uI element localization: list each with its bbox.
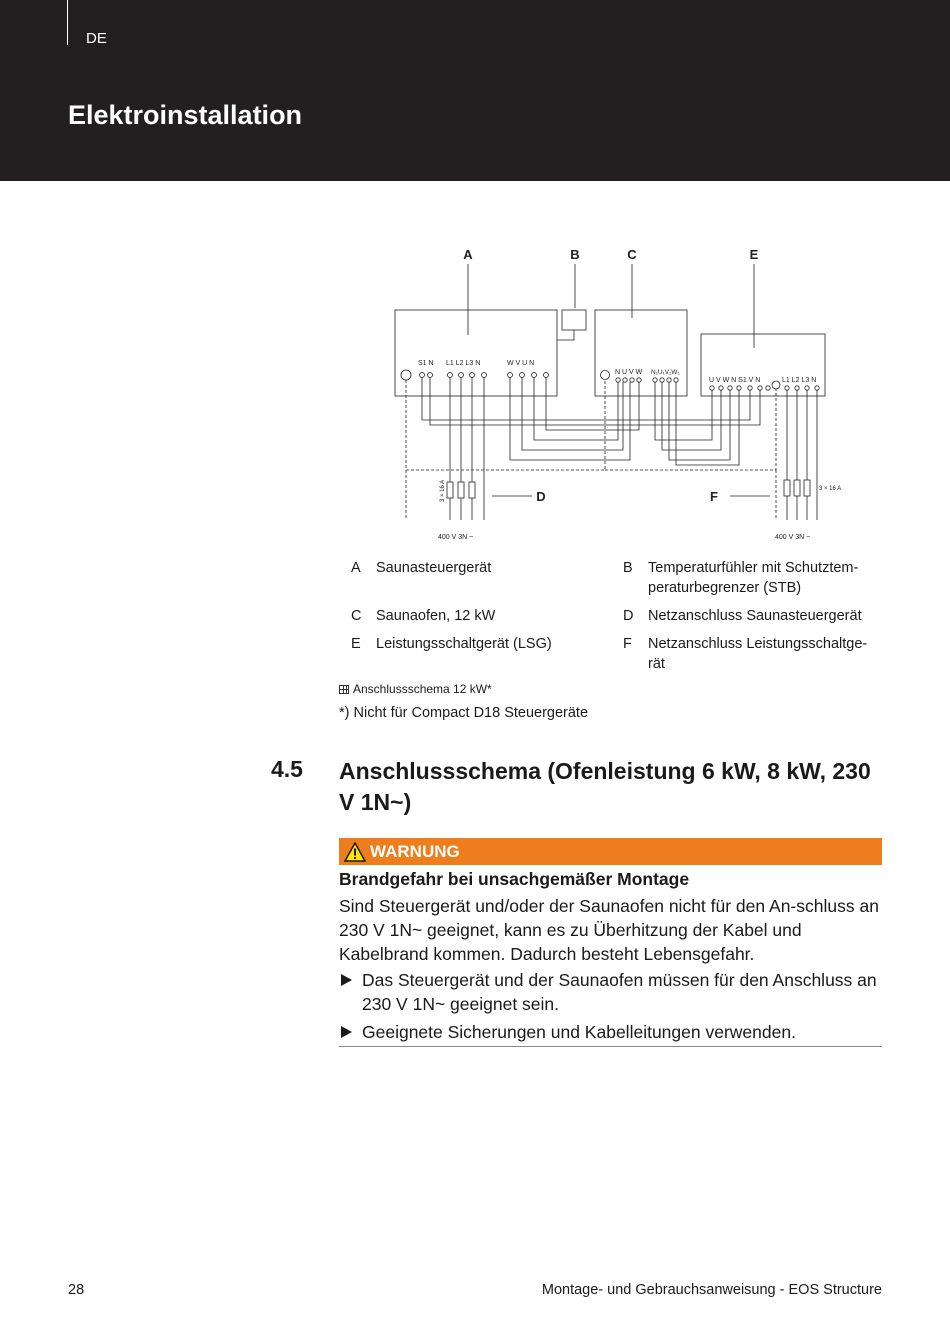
label-a: A <box>463 247 473 262</box>
warning-bullet <box>339 1020 884 1044</box>
legend-value: Saunaofen, 12 kW <box>376 608 496 624</box>
supply-label-right: 400 V 3N ~ <box>775 534 811 541</box>
legend-item <box>611 558 883 598</box>
bullet-arrow-icon <box>339 1020 362 1044</box>
legend-key: C <box>351 608 362 624</box>
section-number: 4.5 <box>271 756 303 782</box>
legend-row <box>339 634 884 674</box>
legend-item <box>339 606 611 626</box>
legend-value: Saunasteuergerät <box>376 560 492 576</box>
legend-item <box>611 634 883 674</box>
terminals-e-right: L1 L2 L3 N <box>782 377 817 384</box>
legend-item <box>339 634 611 674</box>
label-f: F <box>710 489 718 504</box>
terminals-a-mid: L1 L2 L3 N <box>446 360 481 367</box>
language-tag: DE <box>86 30 107 47</box>
box-sensor-b <box>562 310 586 330</box>
legend-value: Temperaturfühler mit Schutztem-peraturbegrenzer (STB) <box>648 560 859 596</box>
label-b: B <box>570 247 580 262</box>
chapter-title: Elektroinstallation <box>68 100 303 130</box>
legend-item <box>339 558 611 598</box>
warning-label: WARNUNG <box>370 841 460 861</box>
section-divider <box>339 1046 882 1047</box>
header-divider <box>67 0 68 45</box>
page-number: 28 <box>68 1282 85 1298</box>
box-heater-c <box>595 310 687 396</box>
legend-row <box>339 558 884 598</box>
page-header <box>0 0 950 181</box>
figure-caption <box>339 682 492 696</box>
legend-key: F <box>623 636 632 652</box>
terminals-c-right: N₁U₁V₁W₁ <box>651 369 680 376</box>
legend-value: Leistungsschaltgerät (LSG) <box>376 636 552 652</box>
bullet-arrow-icon <box>339 968 362 1016</box>
label-d: D <box>536 489 546 504</box>
legend-value: Netzanschluss Saunasteuergerät <box>648 608 862 624</box>
wiring-diagram <box>380 240 850 550</box>
terminals-c-left: N U V W <box>615 369 643 376</box>
box-controller-a <box>395 310 557 396</box>
caption-text: Anschlussschema 12 kW* <box>353 682 492 696</box>
legend-key: B <box>623 560 633 576</box>
legend-key: D <box>623 608 634 624</box>
terminals-a-right: W V U N <box>507 360 535 367</box>
legend-key: A <box>351 560 361 576</box>
bullet-text: Das Steuergerät und der Saunaofen müssen für den Anschluss an 230 V 1N~ geeignet sein. <box>362 970 877 1014</box>
legend-value: Netzanschluss Leistungsschaltge-rät <box>648 636 868 672</box>
diagram-legend <box>339 558 884 682</box>
bullet-text: Geeignete Sicherungen und Kabelleitungen verwenden. <box>362 1022 796 1042</box>
warning-bullet <box>339 968 884 1016</box>
legend-row <box>339 606 884 626</box>
table-grid-icon <box>339 685 349 694</box>
fuse-label-left: 3 × 16 A <box>440 479 446 502</box>
warning-heading: Brandgefahr bei unsachgemäßer Montage <box>339 869 690 889</box>
terminals-a-left: S1 N <box>418 360 434 367</box>
legend-item <box>611 606 883 626</box>
legend-key: E <box>351 636 361 652</box>
footnote: *) Nicht für Compact D18 Steuergeräte <box>339 705 589 721</box>
warning-triangle-icon <box>344 842 366 862</box>
section-title: Anschlussschema (Ofenleistung 6 kW, 8 kW, 230 V 1N~) <box>339 758 871 815</box>
warning-banner <box>339 838 882 865</box>
label-e: E <box>749 247 759 262</box>
fuse-label-right: 3 × 16 A <box>819 486 842 492</box>
warning-body: Sind Steuergerät und/oder der Saunaofen nicht für den An-schluss an 230 V 1N~ geeignet, kann es zu Überhitzung der Kabel und Kabelbrand kommen. Dadurch besteht Lebensgefahr. <box>339 896 879 964</box>
terminals-e-left: U V W N S1 V N <box>709 377 761 384</box>
supply-label-left: 400 V 3N ~ <box>438 534 474 541</box>
document-title: Montage- und Gebrauchsanweisung - EOS Structure <box>541 1282 882 1298</box>
label-c: C <box>627 247 637 262</box>
